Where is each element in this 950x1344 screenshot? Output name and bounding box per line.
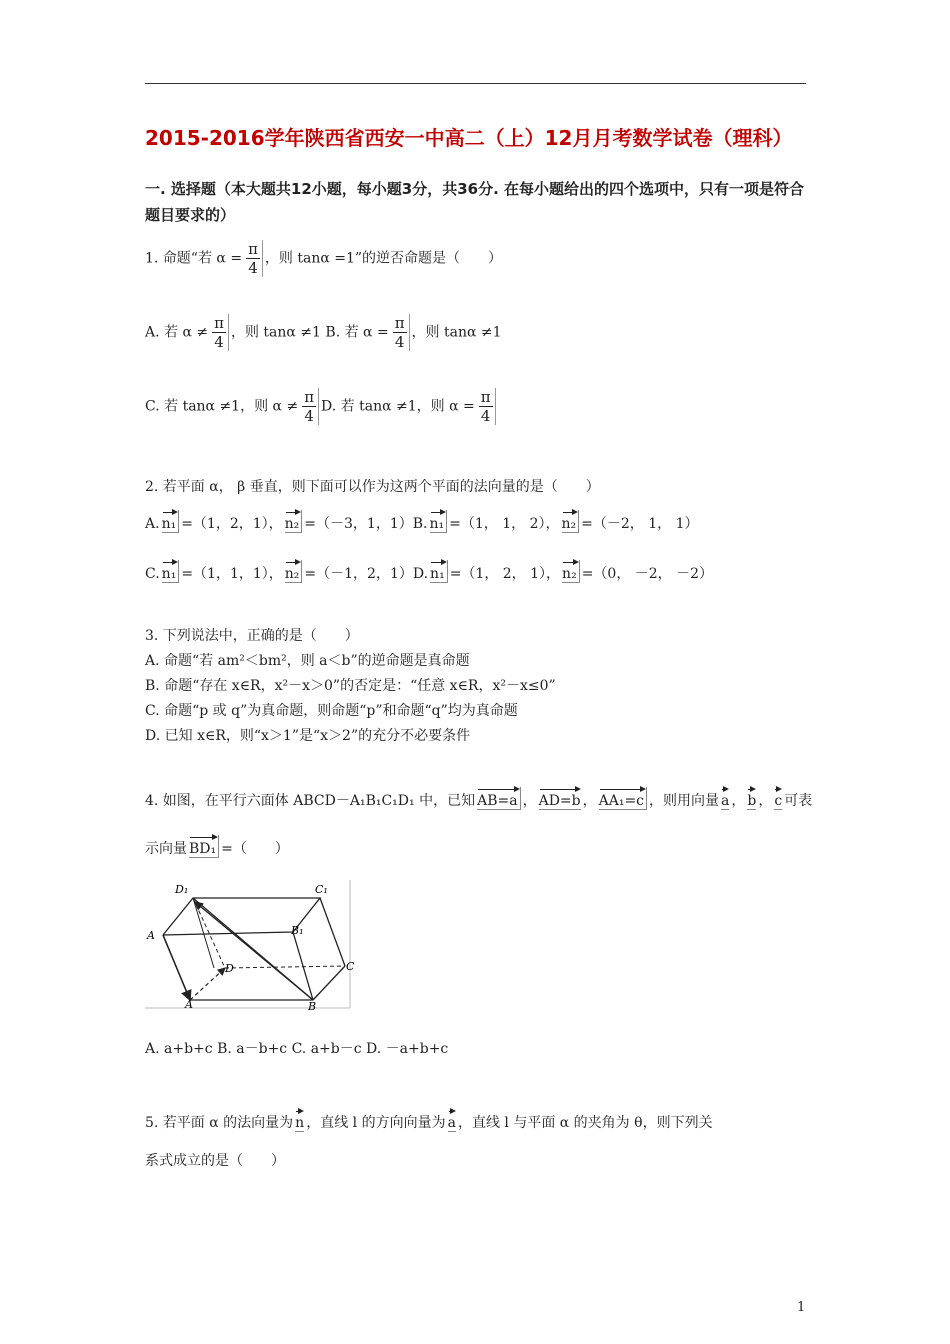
vector-n2: n₂	[562, 560, 580, 583]
section-heading: 一. 选择题（本大题共12小题，每小题3分，共36分. 在每小题给出的四个选项中，只有一项是符合题目要求的）	[145, 180, 805, 224]
header-rule	[145, 83, 806, 84]
q1-options-ab: A. 若 α ≠ $\frac{\pi}{4}$ ，则 tanα ≠1 B. 若 α = $\frac{\pi}{4}$ ，则 tanα ≠1	[145, 314, 502, 351]
label-c: C	[346, 960, 355, 973]
q4-stem-line2: 示向量 BD₁ =（ ）	[145, 835, 289, 858]
vector-n1: n₁	[430, 510, 448, 533]
q3-option-b: B. 命题“存在 x∈R，x²－x＞0”的否定是：“任意 x∈R，x²－x≤0”	[145, 678, 556, 694]
vector-ad: AD=b	[539, 787, 581, 810]
label-a1: A	[147, 929, 155, 942]
q5-stem-line1: 5. 若平面 α 的法向量为 n ，直线 l 的方向向量为 a ，直线 l 与平面 α 的夹角为 θ，则下列关	[145, 1109, 713, 1132]
vector-a: a	[448, 1109, 456, 1132]
vector-n: n	[295, 1109, 304, 1132]
vector-b: b	[747, 787, 756, 810]
vector-n2: n₂	[562, 510, 580, 533]
pi-over-4-fraction: $\frac{\pi}{4}$	[210, 314, 229, 351]
q3-option-a: A. 命题“若 am²＜bm²，则 a＜b”的逆命题是真命题	[145, 653, 470, 669]
label-a: A	[185, 998, 193, 1010]
q4-options: A. a+b+c B. a－b+c C. a+b－c D. －a+b+c	[145, 1041, 449, 1057]
pi-over-4-fraction: $\frac{\pi}{4}$	[477, 388, 496, 425]
q2-stem: 2. 若平面 α， β 垂直，则下面可以作为这两个平面的法向量的是（ ）	[145, 479, 600, 495]
vector-n2: n₂	[285, 560, 303, 583]
pi-over-4-fraction: $\frac{\pi}{4}$	[300, 388, 319, 425]
q1-options-cd: C. 若 tanα ≠1，则 α ≠ $\frac{\pi}{4}$ D. 若 tanα ≠1，则 α = $\frac{\pi}{4}$	[145, 388, 498, 425]
q3-option-c: C. 命题“p 或 q”为真命题，则命题“p”和命题“q”均为真命题	[145, 703, 518, 719]
q3-stem: 3. 下列说法中，正确的是（ ）	[145, 628, 359, 644]
vector-c: c	[774, 787, 782, 810]
label-d: D	[225, 962, 234, 975]
page-title: 2015-2016学年陕西省西安一中高二（上）12月月考数学试卷（理科）	[145, 126, 793, 150]
q1-stem: 1. 命题“若 α = $\frac{\pi}{4}$ ，则 tanα =1”的逆否命题是（ ）	[145, 240, 503, 277]
pi-over-4-fraction: $\frac{\pi}{4}$	[391, 314, 410, 351]
q2-options-ab: A. n₁ =（1，2，1）， n₂ =（－3，1，1）B. n₁ =（1， 1， 2）， n₂ =（－2， 1， 1）	[145, 510, 699, 533]
q3-option-d: D. 已知 x∈R，则“x＞1”是“x＞2”的充分不必要条件	[145, 728, 471, 744]
vector-bd1: BD₁	[189, 835, 219, 858]
vector-n2: n₂	[285, 510, 303, 533]
label-d1: D₁	[175, 883, 189, 896]
label-b: B	[308, 1000, 317, 1010]
vector-aa1: AA₁=c	[599, 787, 647, 810]
pi-over-4-fraction: $\frac{\pi}{4}$	[244, 240, 263, 277]
page-number: 1	[797, 1300, 806, 1315]
parallelepiped-figure	[145, 880, 355, 1010]
q2-options-cd: C. n₁ =（1，1，1）， n₂ =（－1，2，1）D. n₁ =（1， 2， 1）， n₂ =（0， －2， －2）	[145, 560, 713, 583]
vector-ab: AB=a	[477, 787, 520, 810]
vector-n1: n₁	[430, 560, 448, 583]
vector-n1: n₁	[162, 560, 180, 583]
label-b1: B₁	[291, 924, 304, 937]
q4-stem-line1: 4. 如图，在平行六面体 ABCD－A₁B₁C₁D₁ 中，已知 AB=a ， AD=b ， AA₁=c ，则用向量 a ， b ， c 可表	[145, 787, 812, 810]
vector-a: a	[721, 787, 729, 810]
label-c1: C₁	[315, 883, 328, 896]
vector-n1: n₁	[162, 510, 180, 533]
q5-stem-line2: 系式成立的是（ ）	[145, 1153, 285, 1169]
